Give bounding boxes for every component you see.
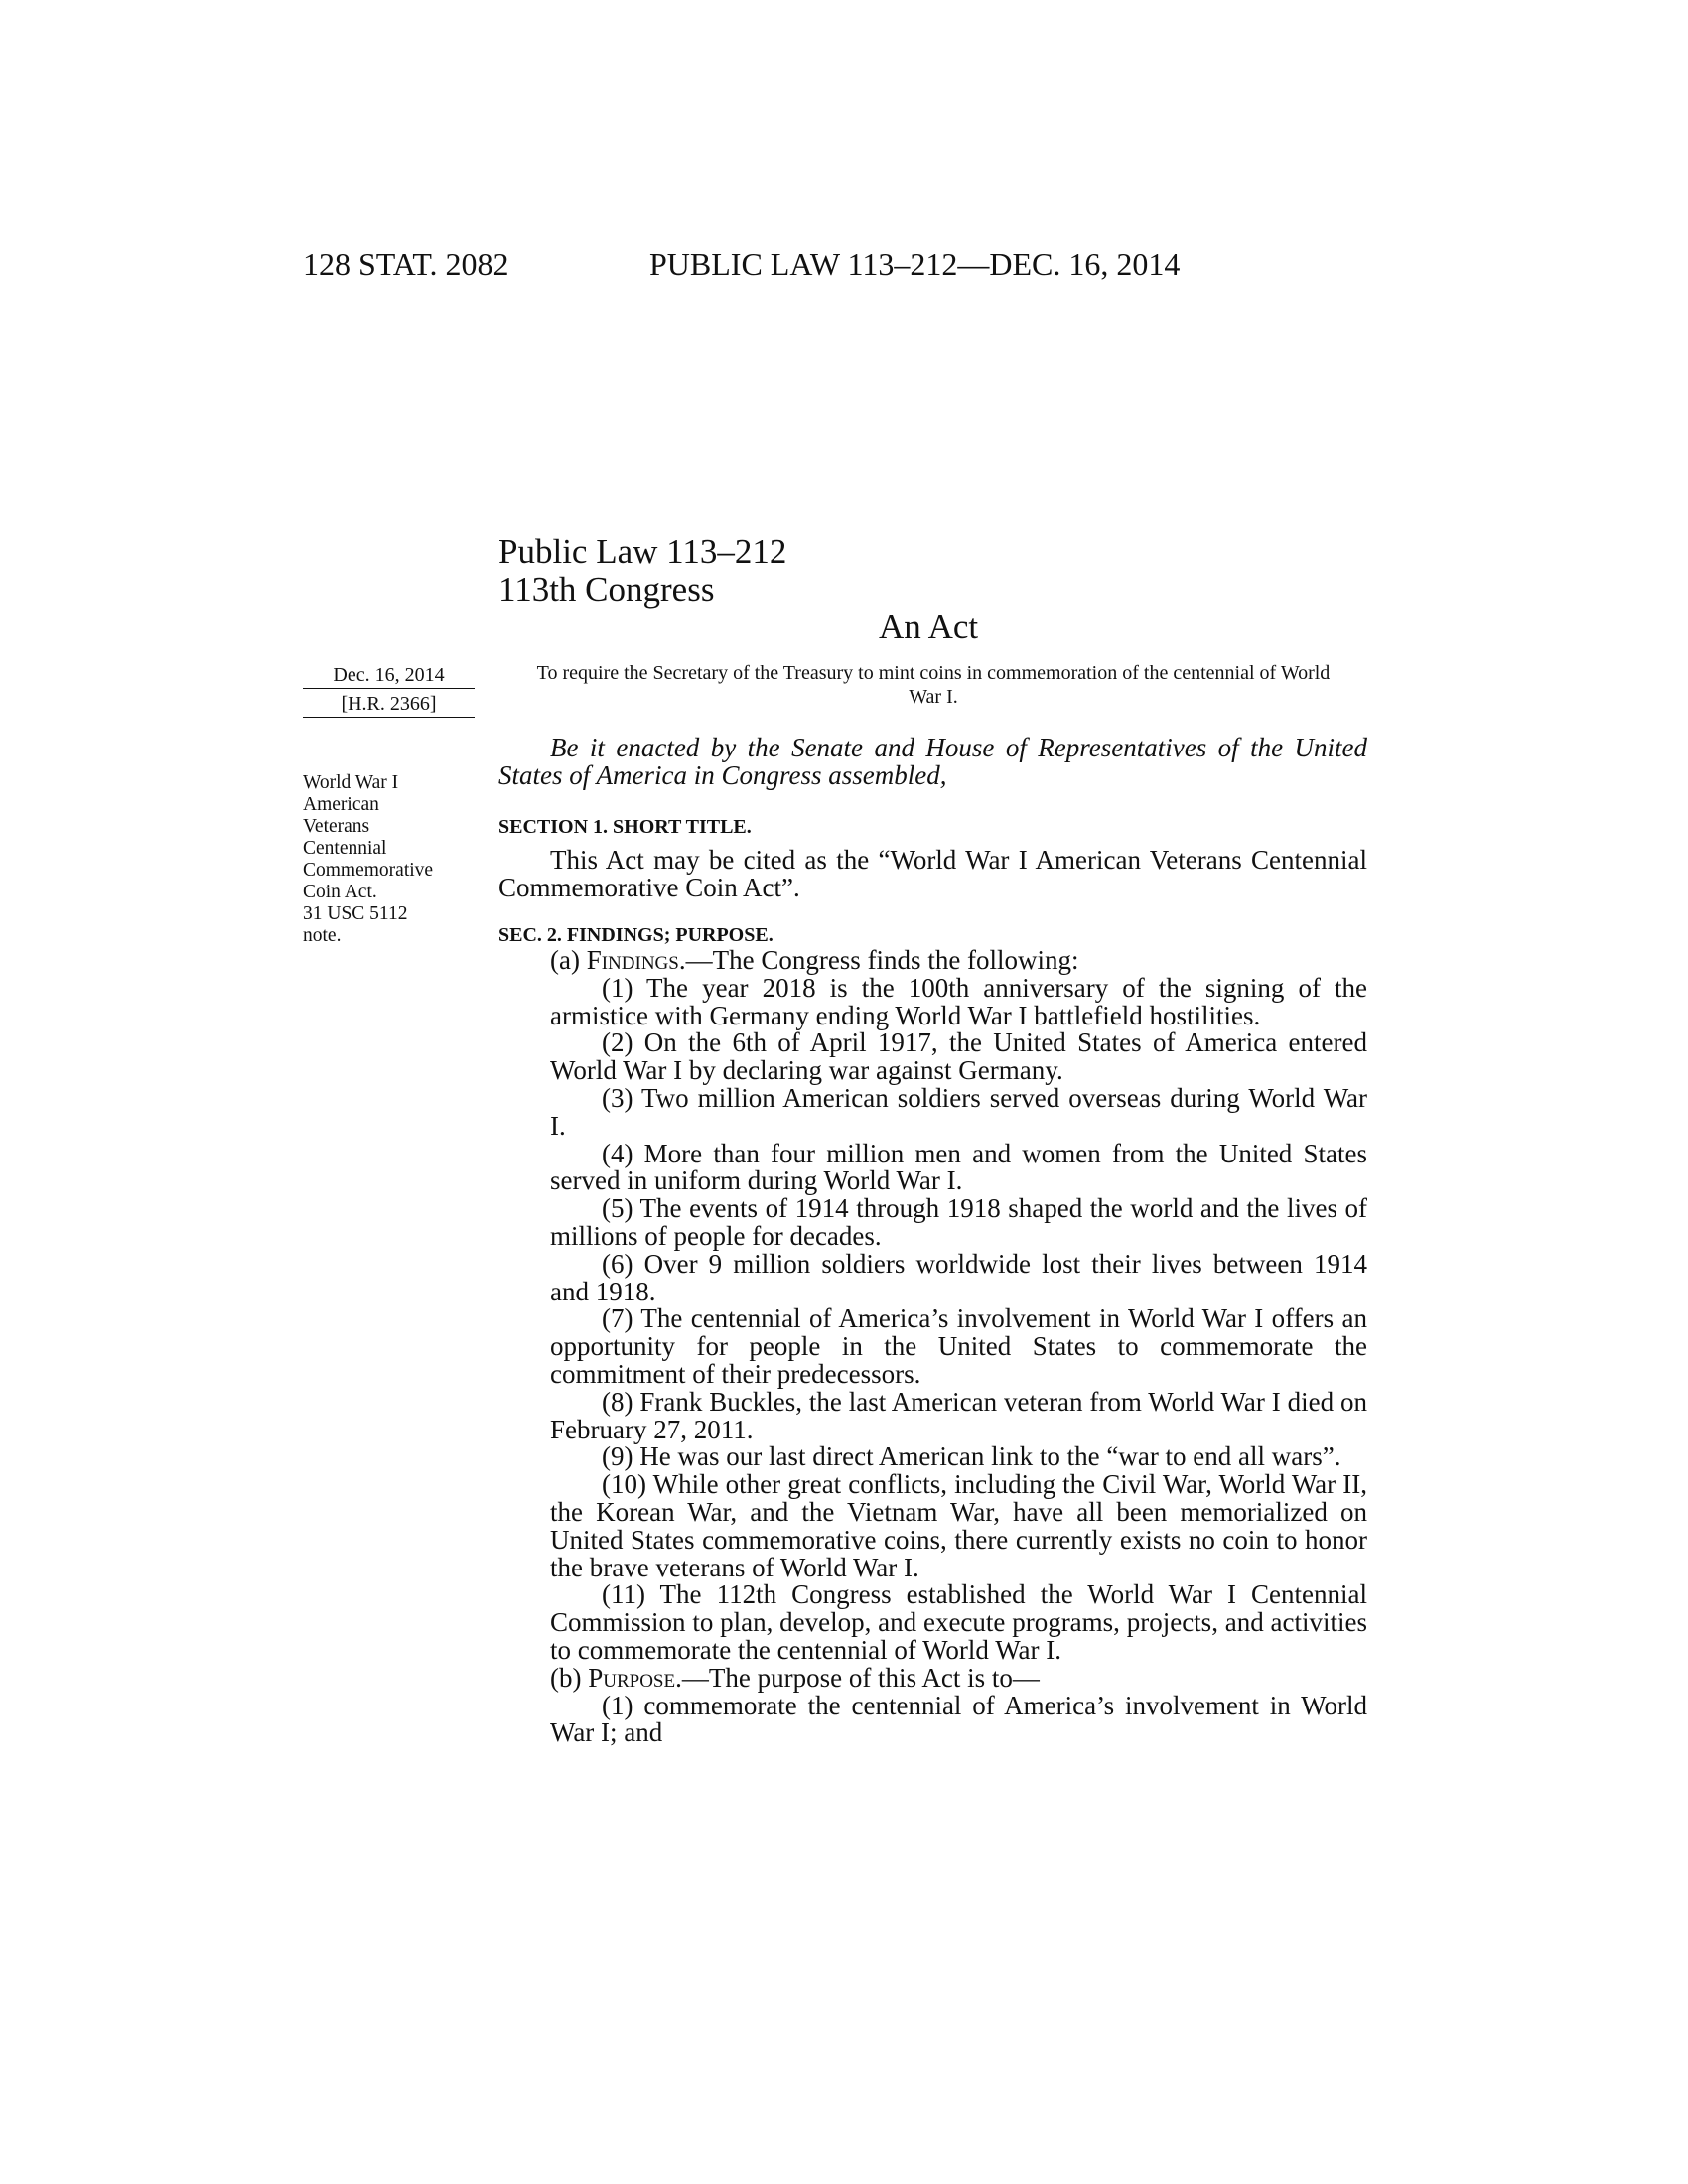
public-law-number: Public Law 113–212: [498, 532, 787, 571]
side-note-line: Veterans: [303, 816, 370, 837]
bill-number: [H.R. 2366]: [341, 693, 437, 715]
findings-lead: (a): [550, 945, 587, 975]
side-note: [303, 772, 472, 947]
margin-rule-bottom: [303, 717, 475, 718]
side-note-line: American: [303, 794, 379, 815]
side-note-line: Centennial: [303, 838, 387, 859]
findings-subsection-heading: [498, 947, 1367, 975]
purpose-intro: .—The purpose of this Act is to—: [675, 1662, 1040, 1693]
finding-item: (1) The year 2018 is the 100th anniversary of the signing of the armistice with Germany ending World War I battlefield hostilities.: [550, 972, 1367, 1030]
purpose-item: (1) commemorate the centennial of America’s involvement in World War I; and: [550, 1690, 1367, 1748]
findings-intro: .—The Congress finds the following:: [678, 945, 1079, 975]
side-note-line: 31 USC 5112: [303, 903, 408, 924]
act-label: An Act: [879, 608, 979, 646]
finding-item: (11) The 112th Congress established the World War I Centennial Commission to plan, develop, and execute programs, projects, and activities to commemorate the centennial of World War I.: [550, 1579, 1367, 1665]
finding-item: (8) Frank Buckles, the last American veteran from World War I died on February 27, 2011.: [550, 1386, 1367, 1444]
finding-item: (9) He was our last direct American link to the “war to end all wars”.: [602, 1441, 1341, 1472]
long-title: To require the Secretary of the Treasury to mint coins in commemoration of the centennial of World War I.: [536, 662, 1331, 708]
section-2-heading: SEC. 2. FINDINGS; PURPOSE.: [498, 924, 774, 946]
margin-rule-top: [303, 688, 475, 689]
page-stat-citation: 128 STAT. 2082: [303, 246, 509, 282]
findings-label: Findings: [586, 945, 679, 975]
section-2-body: [498, 947, 1367, 1747]
finding-item: (3) Two million American soldiers served overseas during World War I.: [550, 1082, 1367, 1141]
congress-number: 113th Congress: [498, 570, 715, 609]
finding-item: (5) The events of 1914 through 1918 shaped the world and the lives of millions of people for decades.: [550, 1193, 1367, 1251]
section-1-text: This Act may be cited as the “World War I American Veterans Centennial Commemorative Coin Act”.: [498, 845, 1367, 902]
side-note-line: Commemorative: [303, 860, 434, 881]
side-note-line: World War I: [303, 772, 399, 793]
finding-item: (6) Over 9 million soldiers worldwide lost their lives between 1914 and 1918.: [550, 1248, 1367, 1306]
side-note-line: note.: [303, 925, 342, 946]
finding-item: (2) On the 6th of April 1917, the United States of America entered World War I by declaring war against Germany.: [550, 1027, 1367, 1086]
side-note-line: Coin Act.: [303, 882, 377, 902]
section-1-heading: SECTION 1. SHORT TITLE.: [498, 816, 752, 838]
running-header: PUBLIC LAW 113–212—DEC. 16, 2014: [649, 246, 1181, 282]
enacting-clause: Be it enacted by the Senate and House of Representatives of the United States of America in Congress assembled,: [498, 733, 1367, 790]
enactment-date: Dec. 16, 2014: [333, 664, 445, 686]
purpose-subsection-heading: [498, 1662, 1367, 1693]
finding-item: (7) The centennial of America’s involvement in World War I offers an opportunity for people in the United States to commemorate the commitment of their predecessors.: [550, 1303, 1367, 1389]
finding-item: (4) More than four million men and women from the United States served in uniform during World War I.: [550, 1138, 1367, 1196]
purpose-label: Purpose: [588, 1662, 676, 1693]
purpose-lead: (b): [550, 1662, 589, 1693]
finding-item: (10) While other great conflicts, including the Civil War, World War II, the Korean War, and the Vietnam War, have all been memorialized on United States commemorative coins, there currently exists no coin to honor the brave veterans of World War I.: [550, 1469, 1367, 1582]
